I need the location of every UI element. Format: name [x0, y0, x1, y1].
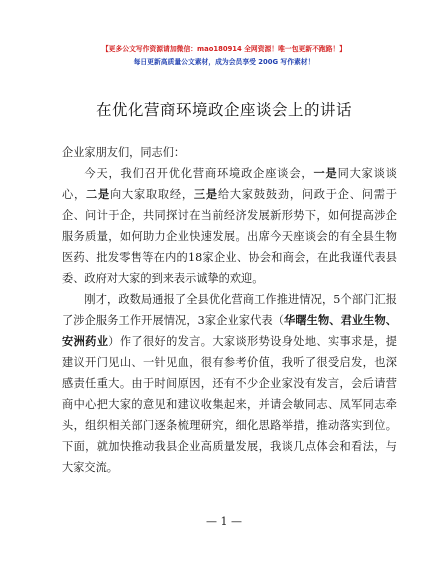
paragraph-1-text-a: 今天，我们召开优化营商环境政企座谈会， [84, 167, 314, 180]
paragraph-1-text-e: 给大家鼓鼓劲，问政于企、问需于企、问计于企，共同探讨在当前经济发展新形势下，如何提高涉企服务质量，如何助力企业快速发展。出席今天座谈会的有全县生物医药、批发零售等在内的18家企业、协会和商会，在此我谨代表县委、政府对大家的到来表示诚挚的欢迎。 [62, 188, 397, 285]
paragraph-2-bold-companies: 华曙生物、君业生物、安洲药业 [62, 313, 397, 348]
paragraph-2 [62, 289, 397, 478]
document-title: 在优化营商环境政企座谈会上的讲话 [95, 101, 352, 119]
paragraph-1-text-d: 向大家取取经， [109, 188, 194, 201]
promo-banner-line-2: 每日更新高质量公文素材，成为会员享受 200G 写作素材！ [133, 58, 315, 66]
paragraph-2-text-c: ）作了很好的发言。大家谈形势设身处地、实事求是，提建议开门见山、一针见血，很有参考价值，我听了很受启发，也深感责任重大。由于时间原因，还有不少企业家没有发言，会后请营商中心把大家的意见和建议收集起来，并请会敏同志、凤军同志牵头，组织相关部门逐条梳理研究，细化思路举措，推动落实到位。下面，就加快推动我县企业高质量发展，我谈几点体会和看法，与大家交流。 [62, 335, 397, 474]
paragraph-1-bold-first: 一是 [313, 166, 338, 180]
paragraph-1-text-c: 同大家谈谈心， [62, 167, 397, 201]
promo-banner-line-1: 【更多公文写作资源请加微信：mao180914 全网资源！唯一包更新不跑路！】 [101, 45, 347, 53]
salutation: 企业家朋友们，同志们： [62, 146, 186, 159]
paragraph-1-bold-second: 二是 [85, 187, 110, 201]
paragraph-1-bold-third: 三是 [193, 187, 218, 201]
paragraph-2-text-a: 刚才，政数局通报了全县优化营商工作推进情况，5个部门汇报了涉企服务工作开展情况，3家企业家代表（ [62, 293, 397, 327]
paragraph-1 [62, 163, 397, 289]
page-number: — 1 — [206, 515, 242, 528]
document-body [62, 142, 397, 478]
